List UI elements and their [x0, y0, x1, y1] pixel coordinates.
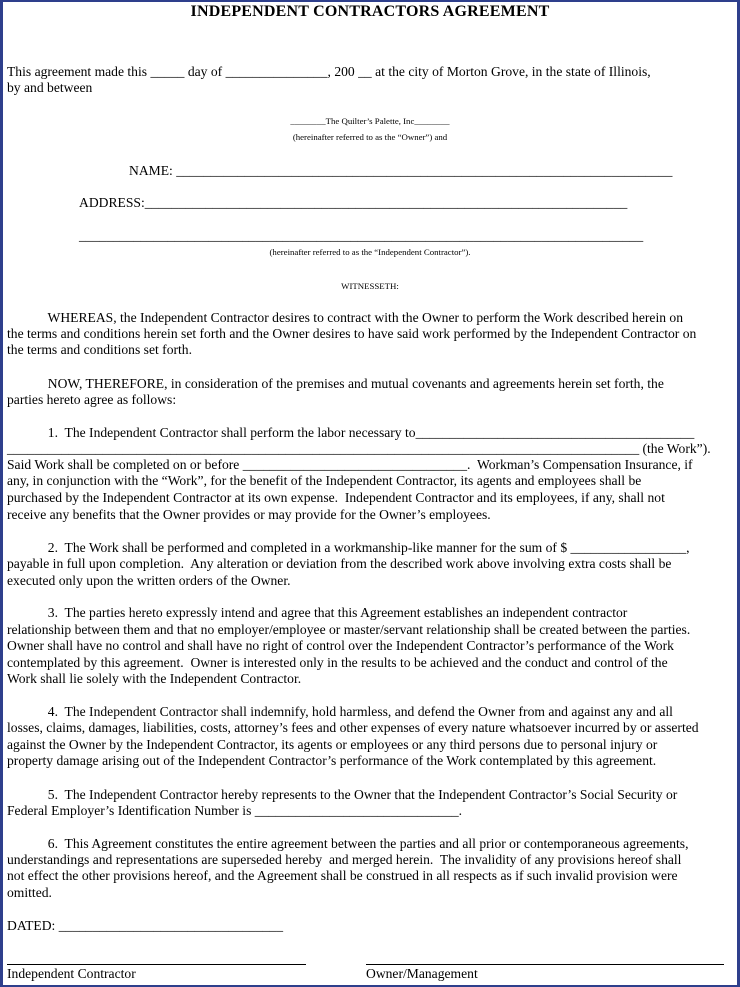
clause-3-line: 3. The parties hereto expressly intend and agree that this Agreement establishes an independent contractor: [7, 605, 628, 620]
clause-4-line: property damage arising out of the Independent Contractor’s performance of the Work contemplated by this agreement.: [7, 753, 657, 768]
clause-2-line: payable in full upon completion. Any alteration or deviation from the described work above involving extra costs shall be: [7, 556, 672, 571]
clause-1-line: _____________________________________________________________________________________________ (the Work”).: [7, 441, 711, 456]
clause-1-line: receive any benefits that the Owner provides or may provide for the Owner’s employees.: [7, 507, 491, 522]
whereas-line: the terms and conditions herein set forth and the Owner desires to have said work performed by the Independent Contractor on: [7, 326, 697, 341]
owner-signature-label: Owner/Management: [366, 966, 478, 981]
now-therefore-line: NOW, THEREFORE, in consideration of the premises and mutual covenants and agreements herein set forth, the: [7, 376, 664, 391]
clause-4-line: 4. The Independent Contractor shall indemnify, hold harmless, and defend the Owner from and against any and all: [7, 704, 673, 719]
clause-1-line: any, in conjunction with the “Work”, for the benefit of the Independent Contractor, its agents and employees shall be: [7, 473, 642, 488]
contractor-signature-line: [7, 964, 306, 965]
clause-3-line: relationship between them and that no employer/employee or master/servant relationship shall be created between the parties.: [7, 622, 691, 637]
clause-1-line: 1. The Independent Contractor shall perform the labor necessary to_________________________________________: [7, 425, 695, 440]
dated-field: DATED: _________________________________: [7, 918, 284, 933]
clause-6-line: not effect the other provisions hereof, and the Agreement shall be construed in all respects as if such invalid provision were: [7, 868, 678, 883]
clause-1-line: purchased by the Independent Contractor at its own expense. Independent Contractor and its employees, if any, shall not: [7, 490, 665, 505]
contractor-address-blank: ___________________________________________________________________________________: [79, 228, 644, 243]
whereas-line: WHEREAS, the Independent Contractor desires to contract with the Owner to perform the Work described herein on: [7, 310, 684, 325]
document-page: [3, 2, 737, 985]
clause-1-line: Said Work shall be completed on or before _________________________________. Workman’s Compensation Insurance, if: [7, 457, 693, 472]
clause-3-line: Work shall lie solely with the Independent Contractor.: [7, 671, 302, 686]
owner-name-line: ________The Quilter’s Palette, Inc________: [290, 116, 450, 126]
whereas-line: the terms and conditions set forth.: [7, 342, 192, 357]
clause-4-line: losses, claims, damages, liabilities, costs, attorney’s fees and other expenses of every nature whatsoever incurred by or asserted: [7, 720, 699, 735]
clause-4-line: against the Owner by the Independent Contractor, its agents or employees or any third persons due to personal injury or: [7, 737, 658, 752]
clause-6-line: understandings and representations are superseded hereby and merged herein. The invalidity of any provisions hereof shall: [7, 852, 682, 867]
document-title: INDEPENDENT CONTRACTORS AGREEMENT: [190, 3, 550, 20]
owner-ref-line: (hereinafter referred to as the “Owner”) and: [292, 132, 448, 142]
witnesseth-heading: WITNESSETH:: [341, 281, 399, 291]
clause-2-line: 2. The Work shall be performed and completed in a workmanship-like manner for the sum of $ _________________,: [7, 540, 690, 555]
contractor-ref-line: (hereinafter referred to as the “Independent Contractor”).: [269, 247, 471, 257]
intro-line-2: by and between: [7, 80, 93, 95]
intro-line-1: This agreement made this _____ day of _______________, 200 __ at the city of Morton Grove, in the state of Illinois,: [7, 64, 651, 79]
contractor-address-field: ADDRESS:_______________________________________________________________________: [79, 195, 628, 210]
now-therefore-line: parties hereto agree as follows:: [7, 392, 177, 407]
clause-6-line: omitted.: [7, 885, 52, 900]
contractor-signature-label: Independent Contractor: [7, 966, 136, 981]
clause-3-line: contemplated by this agreement. Owner is interested only in the results to be achieved and the conduct and control of the: [7, 655, 668, 670]
contractor-name-field: NAME: _________________________________________________________________________: [129, 163, 673, 178]
owner-signature-line: [366, 964, 724, 965]
clause-2-line: executed only upon the written orders of the Owner.: [7, 573, 291, 588]
clause-3-line: Owner shall have no control and shall have no right of control over the Independent Contractor’s performance of the Work: [7, 638, 674, 653]
clause-5-line: Federal Employer’s Identification Number is ______________________________.: [7, 803, 463, 818]
clause-6-line: 6. This Agreement constitutes the entire agreement between the parties and all prior or contemporaneous agreements,: [7, 836, 689, 851]
clause-5-line: 5. The Independent Contractor hereby represents to the Owner that the Independent Contractor’s Social Security or: [7, 787, 678, 802]
